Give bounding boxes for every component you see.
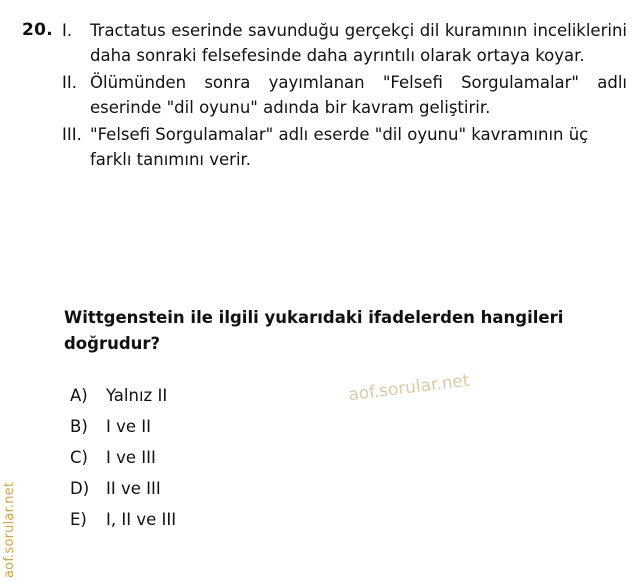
option-letter: E) xyxy=(70,510,87,529)
option-text: I ve III xyxy=(106,448,156,467)
roman-text: Ölümünden sonra yayımlanan "Felsefi Sorgulamalar" adlı eserinde "dil oyunu" adında bir kavram geliştirir. xyxy=(90,73,627,117)
center-watermark: aof.sorular.net xyxy=(347,370,471,406)
question-stem: Wittgenstein ile ilgili yukarıdaki ifadelerden hangileri doğrudur? xyxy=(64,308,564,353)
option-e[interactable] xyxy=(70,510,610,529)
option-text: I, II ve III xyxy=(106,510,177,529)
option-text: I ve II xyxy=(106,417,152,436)
answer-options xyxy=(70,386,610,541)
option-letter: B) xyxy=(70,417,88,436)
roman-label: II. xyxy=(62,73,77,92)
roman-label: III. xyxy=(62,125,82,144)
option-d[interactable] xyxy=(70,479,610,498)
option-b[interactable] xyxy=(70,417,610,436)
list-item xyxy=(62,122,627,172)
option-letter: C) xyxy=(70,448,88,467)
option-letter: D) xyxy=(70,479,90,498)
list-item xyxy=(62,18,627,68)
option-a[interactable] xyxy=(70,386,610,405)
option-letter: A) xyxy=(70,386,88,405)
roman-numeral-list xyxy=(62,18,627,174)
option-text: Yalnız II xyxy=(106,386,168,405)
question-number: 20. xyxy=(22,20,54,40)
roman-text: Tractatus eserinde savunduğu gerçekçi dil kuramının inceliklerini daha sonraki felsefesinde daha ayrıntılı olarak ortaya koyar. xyxy=(90,21,627,65)
side-watermark: aof.sorular.net xyxy=(2,481,17,578)
list-item xyxy=(62,70,627,120)
option-c[interactable] xyxy=(70,448,610,467)
roman-label: I. xyxy=(62,21,73,40)
option-text: II ve III xyxy=(106,479,161,498)
roman-text: "Felsefi Sorgulamalar" adlı eserde "dil oyunu" kavramının üç farklı tanımını verir. xyxy=(90,125,589,169)
